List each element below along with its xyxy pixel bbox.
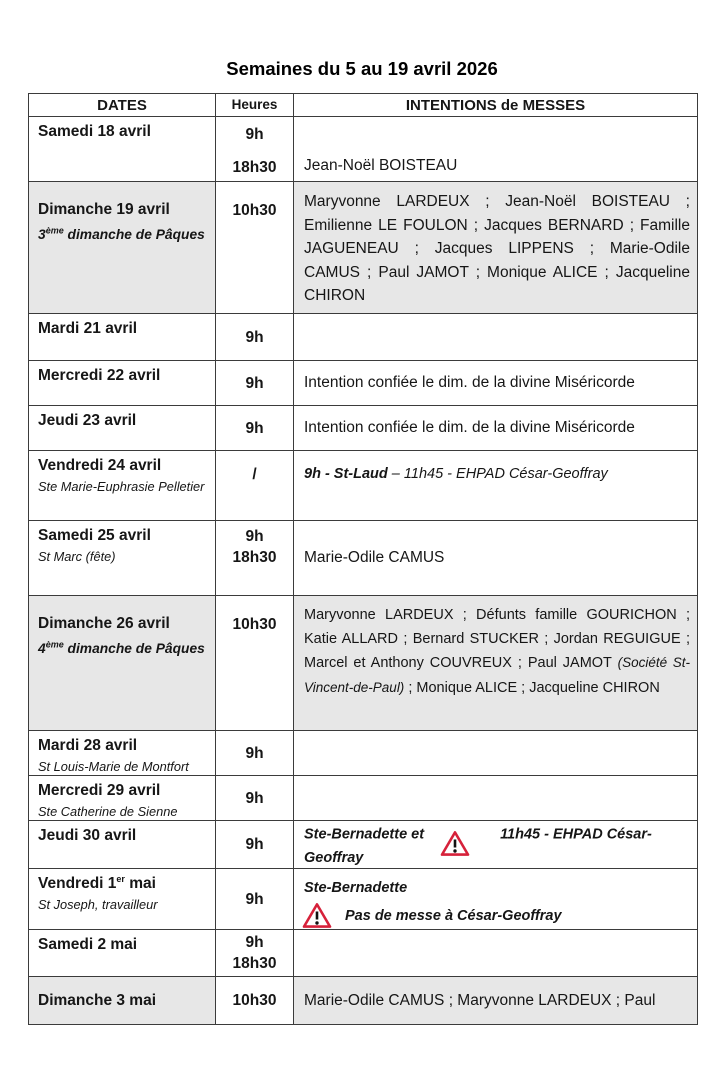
table-row <box>29 596 698 731</box>
intention-line <box>304 878 690 898</box>
feast-label <box>38 759 211 775</box>
hours-cell <box>216 869 294 930</box>
date-label <box>38 874 211 894</box>
hour-value: 10h30 <box>232 992 277 1009</box>
date-cell <box>29 117 216 182</box>
date-label <box>38 736 211 756</box>
intention-line <box>304 190 690 308</box>
feast-label <box>38 479 211 495</box>
date-label <box>38 456 211 476</box>
table-row <box>29 731 698 776</box>
hour-value: 9h <box>245 374 264 392</box>
date-cell <box>29 930 216 977</box>
column-header-hours: Heures <box>216 94 294 117</box>
warning-icon <box>302 902 332 929</box>
hours-cell <box>216 117 294 182</box>
intention-text-segment: Jean-Noël BOISTEAU <box>304 157 458 174</box>
warning-icon <box>440 830 470 857</box>
intention-line <box>304 156 690 176</box>
feast-label <box>38 897 211 913</box>
feast-label-segment: ème <box>45 225 64 236</box>
date-label-segment: er <box>116 873 125 884</box>
intentions-cell <box>294 731 698 776</box>
mass-intentions-table <box>28 93 698 1025</box>
intention-text-segment: 9h - St-Laud <box>304 466 388 482</box>
table-row <box>29 776 698 821</box>
intention-text-segment: Ste-Bernadette <box>304 880 408 896</box>
date-label-segment: Mercredi 29 avril <box>38 782 161 799</box>
hour-value: 18h30 <box>232 159 277 176</box>
date-cell <box>29 182 216 314</box>
feast-label <box>38 549 211 565</box>
intentions-cell <box>294 776 698 821</box>
intentions-cell <box>294 821 698 869</box>
intention-line <box>304 604 690 700</box>
hour-value: 9h <box>245 934 264 951</box>
hours-cell <box>216 406 294 451</box>
date-cell <box>29 731 216 776</box>
hour-value: 9h <box>245 528 264 545</box>
hour-value: 9h <box>245 836 264 853</box>
hours-cell <box>216 314 294 361</box>
date-label-segment: Jeudi 23 avril <box>38 412 137 429</box>
date-label-segment: Dimanche 26 avril <box>38 615 170 632</box>
intention-text-segment: Marie-Odile CAMUS <box>304 549 445 566</box>
table-row <box>29 930 698 977</box>
hours-cell <box>216 361 294 406</box>
date-cell <box>29 521 216 596</box>
date-label <box>38 366 211 386</box>
intentions-cell <box>294 451 698 521</box>
intention-line <box>304 902 690 929</box>
hour-value: 9h <box>245 419 264 437</box>
hour-value: 9h <box>245 890 264 908</box>
date-cell <box>29 451 216 521</box>
intention-text-segment: ; Monique ALICE ; Jacqueline CHIRON <box>404 679 660 696</box>
date-label-segment: Jeudi 30 avril <box>38 827 137 844</box>
date-label <box>38 614 211 634</box>
date-cell <box>29 821 216 869</box>
column-header-intentions: INTENTIONS de MESSES <box>294 94 698 117</box>
intention-line <box>304 991 690 1011</box>
intentions-cell <box>294 869 698 930</box>
intentions-cell <box>294 182 698 314</box>
date-label <box>38 781 211 801</box>
date-label <box>38 200 211 220</box>
date-label <box>38 319 211 339</box>
feast-label-segment: St Joseph, travailleur <box>38 897 158 912</box>
table-row <box>29 451 698 521</box>
intentions-cell <box>294 314 698 361</box>
hour-value: 9h <box>245 744 264 762</box>
hour-value: 10h30 <box>232 616 277 633</box>
date-label <box>38 122 211 142</box>
date-label-segment: Dimanche 19 avril <box>38 201 170 218</box>
hours-cell <box>216 731 294 776</box>
intention-text-segment: Pas de messe à César-Geoffray <box>345 907 562 924</box>
date-label-segment: mai <box>124 875 156 892</box>
intentions-cell <box>294 521 698 596</box>
feast-label-segment: dimanche de Pâques <box>63 641 205 656</box>
intentions-cell <box>294 977 698 1025</box>
intention-text-segment: Intention confiée le dim. de la divine Miséricorde <box>304 374 635 391</box>
table-row <box>29 521 698 596</box>
hours-cell <box>216 930 294 977</box>
intention-text-segment: Maryvonne LARDEUX ; Défunts famille GOURICHON ; Katie ALLARD ; Bernard STUCKER ; Jordan REGUIGUE ; Marcel et Anthony COUVREUX ; Paul JAMOT <box>304 607 690 671</box>
table-row <box>29 977 698 1025</box>
date-label <box>38 526 211 546</box>
intentions-cell <box>294 406 698 451</box>
date-label-segment: Samedi 2 mai <box>38 936 138 953</box>
hour-value: 18h30 <box>232 955 277 972</box>
intention-text-segment: – 11h45 - EHPAD César-Geoffray <box>387 466 608 482</box>
feast-label-segment: St Marc (fête) <box>38 549 116 564</box>
feast-label-segment: 3 <box>38 227 46 242</box>
column-header-dates: DATES <box>29 94 216 117</box>
intentions-cell <box>294 117 698 182</box>
header-row <box>29 94 698 117</box>
hours-cell <box>216 182 294 314</box>
date-label <box>38 826 211 846</box>
date-cell <box>29 977 216 1025</box>
hour-value: 9h <box>245 328 264 346</box>
hours-cell <box>216 977 294 1025</box>
table-row <box>29 869 698 930</box>
date-label-segment: Samedi 25 avril <box>38 527 151 544</box>
date-label-segment: Mardi 28 avril <box>38 737 138 754</box>
date-label-segment: Mardi 21 avril <box>38 320 138 337</box>
hours-cell <box>216 596 294 731</box>
feast-label <box>38 641 211 657</box>
table-row <box>29 117 698 182</box>
feast-label <box>38 227 211 243</box>
date-cell <box>29 596 216 731</box>
intention-line <box>304 464 690 484</box>
date-label <box>38 411 211 431</box>
intention-text-segment: Intention confiée le dim. de la divine Miséricorde <box>304 419 635 436</box>
date-label-segment: Vendredi 24 avril <box>38 457 162 474</box>
hour-value: 9h <box>245 126 264 143</box>
intention-text-segment: 11h45 - EHPAD César-Geoffray <box>304 826 652 866</box>
date-cell <box>29 314 216 361</box>
table-row <box>29 406 698 451</box>
intention-text-segment: (Société St-Vincent-de-Paul) <box>304 655 690 695</box>
intention-line <box>304 821 690 868</box>
date-cell <box>29 869 216 930</box>
date-label-segment: Samedi 18 avril <box>38 123 151 140</box>
date-cell <box>29 361 216 406</box>
date-label-segment: Dimanche 3 mai <box>38 991 157 1009</box>
intentions-cell <box>294 930 698 977</box>
intentions-cell <box>294 596 698 731</box>
hours-cell <box>216 776 294 821</box>
feast-label-segment: 4 <box>38 641 46 656</box>
date-cell <box>29 776 216 821</box>
table-row <box>29 182 698 314</box>
hours-cell <box>216 521 294 596</box>
feast-label-segment: Ste Catherine de Sienne <box>38 804 178 819</box>
hour-value: 9h <box>245 789 264 807</box>
hour-value: 18h30 <box>232 549 277 566</box>
feast-label-segment: St Louis-Marie de Montfort <box>38 759 189 774</box>
intention-line <box>304 418 690 438</box>
date-label <box>38 991 211 1011</box>
intention-text-segment: Maryvonne LARDEUX ; Jean-Noël BOISTEAU ; Emilienne LE FOULON ; Jacques BERNARD ; Famille JAGUENEAU ; Jacques LIPPENS ; Marie-Odile CAMUS ; Paul JAMOT ; Monique ALICE ; Jacqueline CHIRON <box>304 193 690 304</box>
intention-text-segment: Marie-Odile CAMUS ; Maryvonne LARDEUX ; Paul <box>304 991 656 1009</box>
intention-line <box>304 548 690 568</box>
hour-value: 10h30 <box>232 202 277 219</box>
intentions-cell <box>294 361 698 406</box>
intention-line <box>304 373 690 393</box>
date-label <box>38 935 211 955</box>
hours-cell <box>216 451 294 521</box>
date-label-segment: Vendredi 1 <box>38 875 117 892</box>
feast-label-segment: ème <box>45 639 64 650</box>
feast-label-segment: dimanche de Pâques <box>63 227 205 242</box>
table-row <box>29 314 698 361</box>
page-title: Semaines du 5 au 19 avril 2026 <box>226 58 498 79</box>
hour-value: / <box>252 466 257 483</box>
feast-label <box>38 804 211 820</box>
table-row <box>29 821 698 869</box>
date-label-segment: Mercredi 22 avril <box>38 367 161 384</box>
feast-label-segment: Ste Marie-Euphrasie Pelletier <box>38 479 205 494</box>
hours-cell <box>216 821 294 869</box>
intention-text-segment: Ste-Bernadette et <box>304 826 425 843</box>
table-body <box>29 117 698 1025</box>
table-row <box>29 361 698 406</box>
date-cell <box>29 406 216 451</box>
